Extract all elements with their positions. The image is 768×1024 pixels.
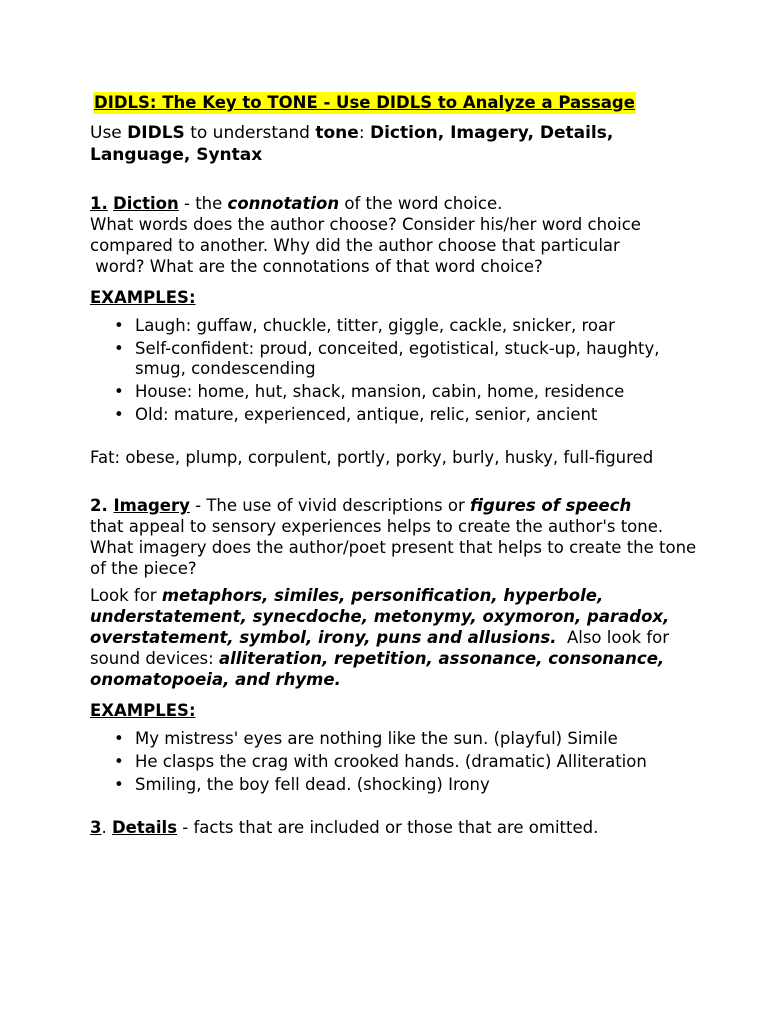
details-definition: - facts that are included or those that are omitted. [177, 818, 599, 837]
imagery-examples-list [90, 729, 708, 795]
figures-of-speech-list: metaphors, similes, personification, hyperbole, understatement, synecdoche, metonymy, oxymoron, paradox, overstatement, symbol, irony, puns and allusions. [90, 586, 670, 647]
diction-heading [90, 193, 708, 214]
list-item-text: Laugh: guffaw, chuckle, titter, giggle, cackle, snicker, roar [135, 316, 615, 335]
list-item [114, 405, 708, 425]
list-item-text: Old: mature, experienced, antique, relic, senior, ancient [135, 405, 598, 424]
list-item-text: Smiling, the boy fell dead. (shocking) Irony [135, 775, 490, 794]
diction-number: 1. [90, 194, 108, 213]
diction-name: Diction [113, 194, 179, 213]
bullet-icon: • [114, 752, 124, 771]
intro-tone: tone [315, 123, 359, 143]
diction-question-2: compared to another. Why did the author choose that particular [90, 236, 620, 255]
details-heading [90, 817, 708, 838]
diction-key-term: connotation [227, 194, 340, 213]
diction-definition: of the word choice. [339, 194, 503, 213]
imagery-look-for [90, 585, 708, 690]
intro-elements: Diction, Imagery, Details, Language, Syntax [90, 123, 614, 165]
bullet-icon: • [114, 339, 124, 358]
list-item-text: House: home, hut, shack, mansion, cabin, home, residence [135, 382, 625, 401]
imagery-name: Imagery [113, 496, 190, 515]
diction-sep: - the [178, 194, 228, 213]
list-item [114, 729, 708, 749]
intro-paragraph [90, 122, 708, 166]
sound-devices-list: alliteration, repetition, assonance, consonance, onomatopoeia, and rhyme. [90, 649, 665, 689]
bullet-icon: • [114, 775, 124, 794]
imagery-key-term: figures of speech [469, 496, 632, 515]
list-item [114, 339, 708, 379]
diction-fat-example: Fat: obese, plump, corpulent, portly, porky, burly, husky, full-figured [90, 448, 654, 467]
diction-examples-list [90, 316, 708, 425]
look-prefix: Look for [90, 586, 162, 605]
intro-text: to understand [184, 123, 316, 143]
bullet-icon: • [114, 316, 124, 335]
list-item [114, 775, 708, 795]
details-name: Details [111, 818, 178, 837]
list-item [114, 316, 708, 336]
details-number: 3 [90, 818, 102, 837]
bullet-icon: • [114, 405, 124, 424]
diction-question-1: What words does the author choose? Consider his/her word choice [90, 215, 641, 234]
intro-text: Use [90, 123, 128, 143]
list-item-text: He clasps the crag with crooked hands. (dramatic) Alliteration [135, 752, 647, 771]
diction-examples-label: EXAMPLES: [90, 288, 196, 307]
list-item [114, 752, 708, 772]
imagery-examples-label: EXAMPLES: [90, 701, 196, 720]
list-item [114, 382, 708, 402]
imagery-number: 2. [90, 496, 114, 515]
bullet-icon: • [114, 729, 124, 748]
imagery-sep: - The use of vivid descriptions or [189, 496, 470, 515]
document-title: DIDLS: The Key to TONE - Use DIDLS to Analyze a Passage [94, 93, 635, 112]
diction-question-3: word? What are the connotations of that word choice? [90, 257, 543, 276]
look-mid: Also look for sound devices: [90, 628, 675, 668]
details-dot: . [101, 818, 112, 837]
bullet-icon: • [114, 382, 124, 401]
list-item-text: Self-confident: proud, conceited, egotistical, stuck-up, haughty, smug, condescending [135, 339, 660, 378]
imagery-heading [90, 495, 708, 516]
intro-text: : [358, 123, 370, 143]
imagery-body: that appeal to sensory experiences helps to create the author's tone. What imagery does the author/poet present that helps to create the tone of the piece? [90, 517, 697, 578]
intro-didls: DIDLS [127, 123, 185, 143]
list-item-text: My mistress' eyes are nothing like the sun. (playful) Simile [135, 729, 618, 748]
